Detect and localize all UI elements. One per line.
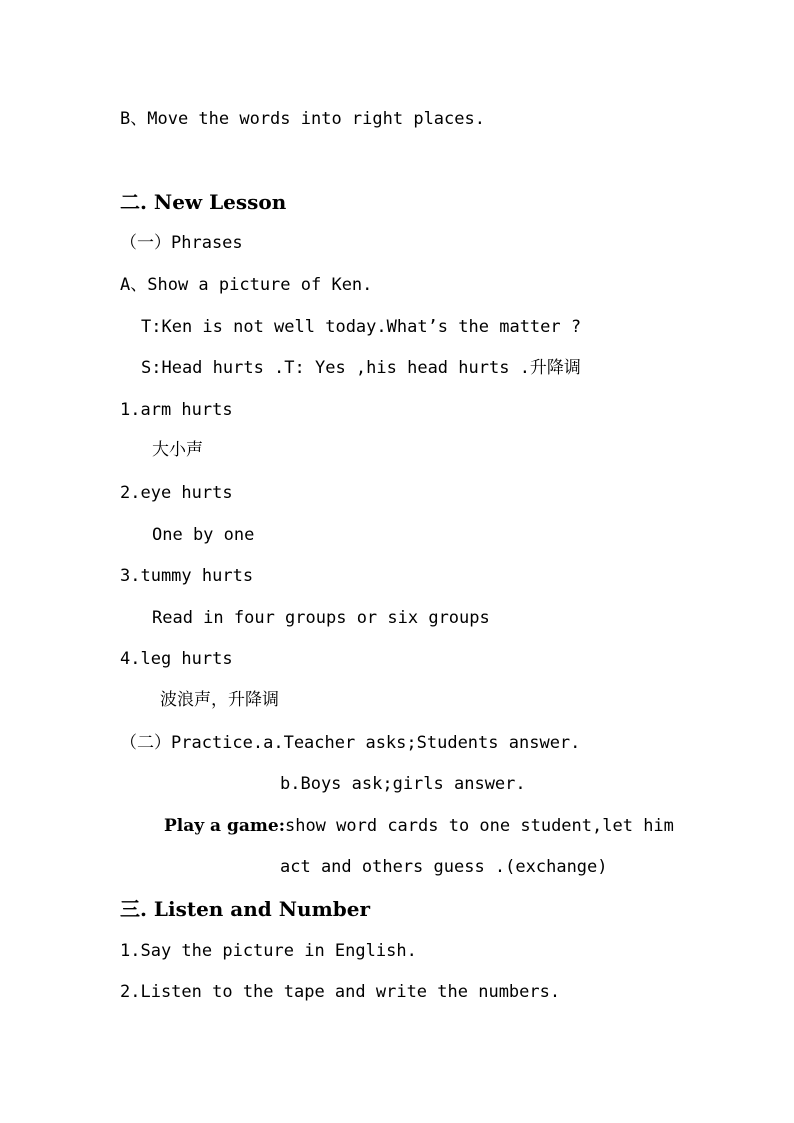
phrase-4-note: 波浪声，升降调: [160, 690, 279, 710]
listen-step-2: 2.Listen to the tape and write the numbers.: [120, 982, 561, 1002]
listen-step-1: 1.Say the picture in English.: [120, 941, 417, 961]
phrase-1-note: 大小声: [152, 440, 203, 460]
phrase-2-note: One by one: [152, 525, 255, 545]
teacher-line: T:Ken is not well today.What’s the matter ?: [141, 317, 582, 337]
step-show-picture: A、Show a picture of Ken.: [120, 275, 373, 295]
subsection-practice: （二）Practice.a.Teacher asks;Students answer.: [120, 733, 581, 753]
section-heading-new-lesson: 二. New Lesson: [120, 190, 287, 214]
phrase-2: 2.eye hurts: [120, 483, 233, 503]
phrase-1: 1.arm hurts: [120, 400, 233, 420]
phrase-3: 3.tummy hurts: [120, 566, 254, 586]
phrase-3-note: Read in four groups or six groups: [152, 608, 490, 628]
phrase-4: 4.leg hurts: [120, 649, 233, 669]
student-line: S:Head hurts .T: Yes ,his head hurts .升降调: [141, 358, 581, 378]
play-game-continuation: act and others guess .(exchange): [280, 857, 608, 877]
play-game-label: Play a game:: [164, 816, 285, 836]
subsection-phrases: （一）Phrases: [120, 233, 243, 253]
instruction-line-b: B、Move the words into right places.: [120, 109, 485, 129]
play-game-line: [164, 815, 674, 837]
play-game-text: show word cards to one student,let him: [284, 816, 674, 836]
section-heading-listen: 三. Listen and Number: [120, 897, 370, 921]
practice-b: b.Boys ask;girls answer.: [280, 774, 526, 794]
